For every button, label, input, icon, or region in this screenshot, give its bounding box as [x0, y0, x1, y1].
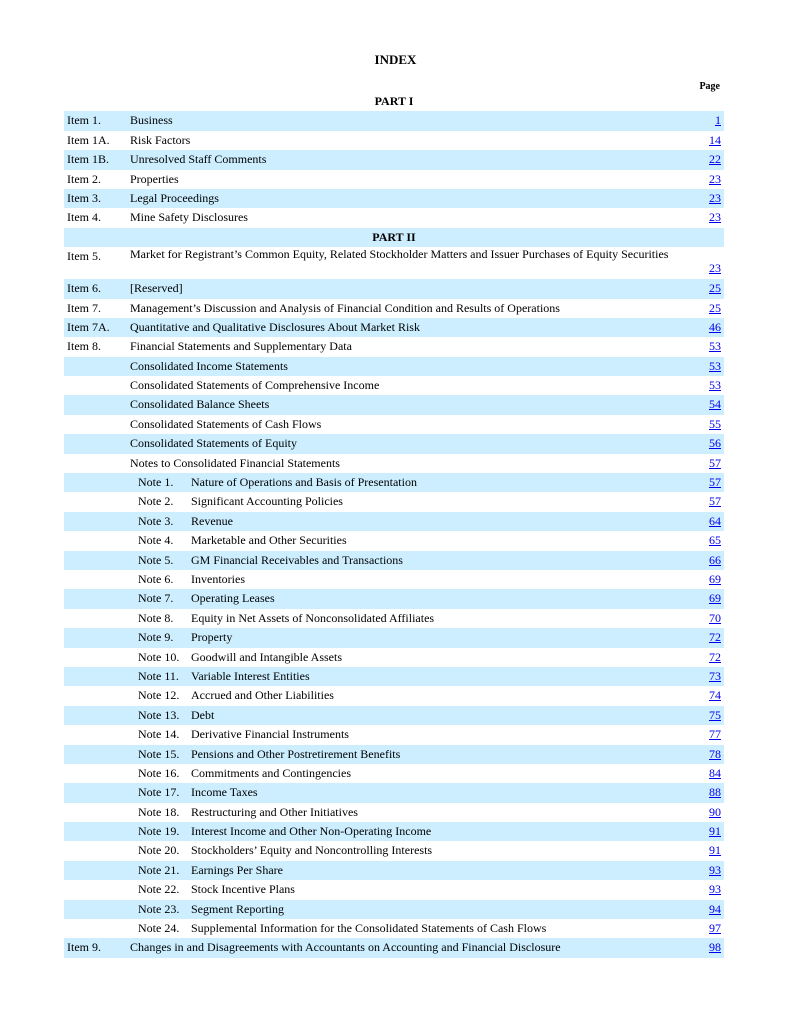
toc-subitem-row: [64, 415, 724, 434]
toc-note-row: [64, 764, 724, 783]
entry-title: Business: [130, 113, 173, 128]
entry-title: Variable Interest Entities: [191, 668, 310, 683]
toc-note-row: [64, 880, 724, 899]
page-number-link[interactable]: 23: [709, 210, 721, 225]
toc-note-row: [64, 667, 724, 686]
toc-note-row: [64, 706, 724, 725]
entry-title: Quantitative and Qualitative Disclosures About Market Risk: [130, 319, 420, 334]
note-number: Note 1.: [138, 475, 174, 490]
note-number: Note 8.: [138, 610, 174, 625]
entry-title: Accrued and Other Liabilities: [191, 688, 334, 703]
page-number-link[interactable]: 53: [709, 378, 721, 393]
toc-item-row: [64, 279, 724, 298]
toc-item-row: [64, 938, 724, 957]
note-number: Note 17.: [138, 785, 180, 800]
entry-title: Debt: [191, 707, 215, 722]
page-number-link[interactable]: 74: [709, 688, 721, 703]
item-number: Item 1B.: [67, 152, 109, 167]
toc-note-row: [64, 473, 724, 492]
entry-title: Changes in and Disagreements with Accountants on Accounting and Financial Disclosure: [130, 940, 561, 955]
entry-title: Management’s Discussion and Analysis of Financial Condition and Results of Operations: [130, 300, 560, 315]
item-number: Item 4.: [67, 210, 101, 225]
item-number: Item 3.: [67, 190, 101, 205]
entry-title: Stock Incentive Plans: [191, 882, 295, 897]
toc-note-row: [64, 919, 724, 938]
toc-note-row: [64, 745, 724, 764]
page-number-link[interactable]: 53: [709, 358, 721, 373]
note-number: Note 15.: [138, 746, 180, 761]
toc-item-row: [64, 150, 724, 169]
entry-title: [Reserved]: [130, 281, 183, 296]
toc-note-row: [64, 648, 724, 667]
entry-title: Consolidated Statements of Equity: [130, 436, 297, 451]
entry-title: Notes to Consolidated Financial Statements: [130, 455, 340, 470]
page-number-link[interactable]: 66: [709, 552, 721, 567]
toc-note-row: [64, 725, 724, 744]
toc-note-row: [64, 512, 724, 531]
entry-title: Unresolved Staff Comments: [130, 152, 267, 167]
note-number: Note 13.: [138, 707, 180, 722]
page-number-link[interactable]: 23: [709, 261, 721, 276]
entry-title: Marketable and Other Securities: [191, 533, 347, 548]
part-heading: PART II: [64, 228, 724, 247]
page-number-link[interactable]: 57: [709, 475, 721, 490]
entry-title: Derivative Financial Instruments: [191, 727, 349, 742]
note-number: Note 19.: [138, 824, 180, 839]
page-number-link[interactable]: 56: [709, 436, 721, 451]
page-column-header: Page: [699, 81, 720, 92]
toc-item-row: [64, 111, 724, 130]
page-number-link[interactable]: 69: [709, 591, 721, 606]
toc-note-row: [64, 589, 724, 608]
item-number: Item 7.: [67, 300, 101, 315]
entry-title: Property: [191, 630, 233, 645]
entry-title: Supplemental Information for the Consolidated Statements of Cash Flows: [191, 921, 547, 936]
page-number-link[interactable]: 57: [709, 455, 721, 470]
page-number-link[interactable]: 72: [709, 649, 721, 664]
entry-title: Segment Reporting: [191, 901, 284, 916]
entry-title: Significant Accounting Policies: [191, 494, 343, 509]
entry-title: Restructuring and Other Initiatives: [191, 804, 358, 819]
page-number-link[interactable]: 93: [709, 882, 721, 897]
entry-title: Nature of Operations and Basis of Presentation: [191, 475, 417, 490]
item-number: Item 5.: [67, 249, 101, 264]
toc-subitem-row: [64, 454, 724, 473]
page-number-link[interactable]: 88: [709, 785, 721, 800]
page-number-link[interactable]: 23: [709, 171, 721, 186]
entry-title: Consolidated Balance Sheets: [130, 397, 270, 412]
entry-title: Consolidated Statements of Cash Flows: [130, 416, 322, 431]
note-number: Note 5.: [138, 552, 174, 567]
toc-subitem-row: [64, 357, 724, 376]
page-number-link[interactable]: 84: [709, 765, 721, 780]
page-number-link[interactable]: 57: [709, 494, 721, 509]
toc-subitem-row: [64, 395, 724, 414]
toc-item-row: [64, 189, 724, 208]
page-number-link[interactable]: 69: [709, 571, 721, 586]
note-number: Note 9.: [138, 630, 174, 645]
toc-item-row: [64, 131, 724, 150]
page-number-link[interactable]: 70: [709, 610, 721, 625]
part-heading: PART I: [374, 94, 414, 108]
note-number: Note 7.: [138, 591, 174, 606]
entry-title: Equity in Net Assets of Nonconsolidated Affiliates: [191, 610, 435, 625]
entry-title: Interest Income and Other Non-Operating Income: [191, 824, 432, 839]
note-number: Note 6.: [138, 571, 174, 586]
entry-title: Commitments and Contingencies: [191, 765, 351, 780]
page-number-link[interactable]: 75: [709, 707, 721, 722]
entry-title: Consolidated Statements of Comprehensive Income: [130, 378, 380, 393]
note-number: Note 4.: [138, 533, 174, 548]
entry-title: GM Financial Receivables and Transactions: [191, 552, 403, 567]
note-number: Note 11.: [138, 668, 179, 683]
entry-title: Mine Safety Disclosures: [130, 210, 248, 225]
entry-title: Financial Statements and Supplementary Data: [130, 339, 352, 354]
note-number: Note 10.: [138, 649, 180, 664]
note-number: Note 24.: [138, 921, 180, 936]
page-number-link[interactable]: 64: [709, 513, 721, 528]
note-number: Note 22.: [138, 882, 180, 897]
note-number: Note 20.: [138, 843, 180, 858]
toc-note-row: [64, 570, 724, 589]
note-number: Note 23.: [138, 901, 180, 916]
toc-item-row: [64, 208, 724, 227]
index-title: INDEX: [374, 52, 417, 67]
toc-note-row: [64, 822, 724, 841]
toc-note-row: [64, 803, 724, 822]
entry-title: Earnings Per Share: [191, 862, 283, 877]
page-number-link[interactable]: 1: [715, 113, 721, 128]
note-number: Note 18.: [138, 804, 180, 819]
item-number: Item 1.: [67, 113, 101, 128]
toc-note-row: [64, 492, 724, 511]
note-number: Note 2.: [138, 494, 174, 509]
toc-note-row: [64, 609, 724, 628]
toc-note-row: [64, 900, 724, 919]
page-number-link[interactable]: 23: [709, 190, 721, 205]
page-number-link[interactable]: 91: [709, 824, 721, 839]
entry-title: Pensions and Other Postretirement Benefits: [191, 746, 401, 761]
note-number: Note 12.: [138, 688, 180, 703]
entry-title: Risk Factors: [130, 132, 191, 147]
page-number-link[interactable]: 25: [709, 300, 721, 315]
note-number: Note 14.: [138, 727, 180, 742]
page-number-link[interactable]: 53: [709, 339, 721, 354]
page-number-link[interactable]: 55: [709, 416, 721, 431]
note-number: Note 3.: [138, 513, 174, 528]
toc-subitem-row: [64, 434, 724, 453]
toc-item-row: [64, 170, 724, 189]
entry-title: Goodwill and Intangible Assets: [191, 649, 342, 664]
table-of-contents: [64, 92, 724, 958]
item-number: Item 6.: [67, 281, 101, 296]
toc-note-row: [64, 861, 724, 880]
page-number-link[interactable]: 65: [709, 533, 721, 548]
page-number-link[interactable]: 46: [709, 319, 721, 334]
entry-title: Income Taxes: [191, 785, 258, 800]
page-number-link[interactable]: 25: [709, 281, 721, 296]
toc-item-row: [64, 247, 724, 279]
page-number-link[interactable]: 54: [709, 397, 721, 412]
item-number: Item 8.: [67, 339, 101, 354]
page-number-link[interactable]: 78: [709, 746, 721, 761]
page-number-link[interactable]: 91: [709, 843, 721, 858]
page-number-link[interactable]: 93: [709, 862, 721, 877]
page-number-link[interactable]: 97: [709, 921, 721, 936]
entry-title: Consolidated Income Statements: [130, 358, 288, 373]
toc-item-row: [64, 299, 724, 318]
toc-note-row: [64, 628, 724, 647]
entry-title: Revenue: [191, 513, 233, 528]
toc-item-row: [64, 318, 724, 337]
page-number-link[interactable]: 77: [709, 727, 721, 742]
page-number-link[interactable]: 22: [709, 152, 721, 167]
item-number: Item 2.: [67, 171, 101, 186]
page-number-link[interactable]: 14: [709, 132, 721, 147]
note-number: Note 21.: [138, 862, 180, 877]
item-number: Item 9.: [67, 940, 101, 955]
page-number-link[interactable]: 90: [709, 804, 721, 819]
item-number: Item 1A.: [67, 132, 110, 147]
toc-subitem-row: [64, 376, 724, 395]
item-number: Item 7A.: [67, 319, 110, 334]
toc-note-row: [64, 841, 724, 860]
entry-title: Market for Registrant’s Common Equity, Related Stockholder Matters and Issuer Purchases of Equity Securities: [130, 247, 669, 262]
toc-note-row: [64, 531, 724, 550]
page-number-link[interactable]: 72: [709, 630, 721, 645]
page-number-link[interactable]: 73: [709, 668, 721, 683]
toc-note-row: [64, 551, 724, 570]
entry-title: Operating Leases: [191, 591, 275, 606]
entry-title: Properties: [130, 171, 179, 186]
page-number-link[interactable]: 94: [709, 901, 721, 916]
entry-title: Legal Proceedings: [130, 190, 219, 205]
entry-title: Inventories: [191, 571, 245, 586]
toc-note-row: [64, 686, 724, 705]
note-number: Note 16.: [138, 765, 180, 780]
entry-title: Stockholders’ Equity and Noncontrolling Interests: [191, 843, 433, 858]
page-number-link[interactable]: 98: [709, 940, 721, 955]
toc-note-row: [64, 783, 724, 802]
toc-item-row: [64, 337, 724, 356]
